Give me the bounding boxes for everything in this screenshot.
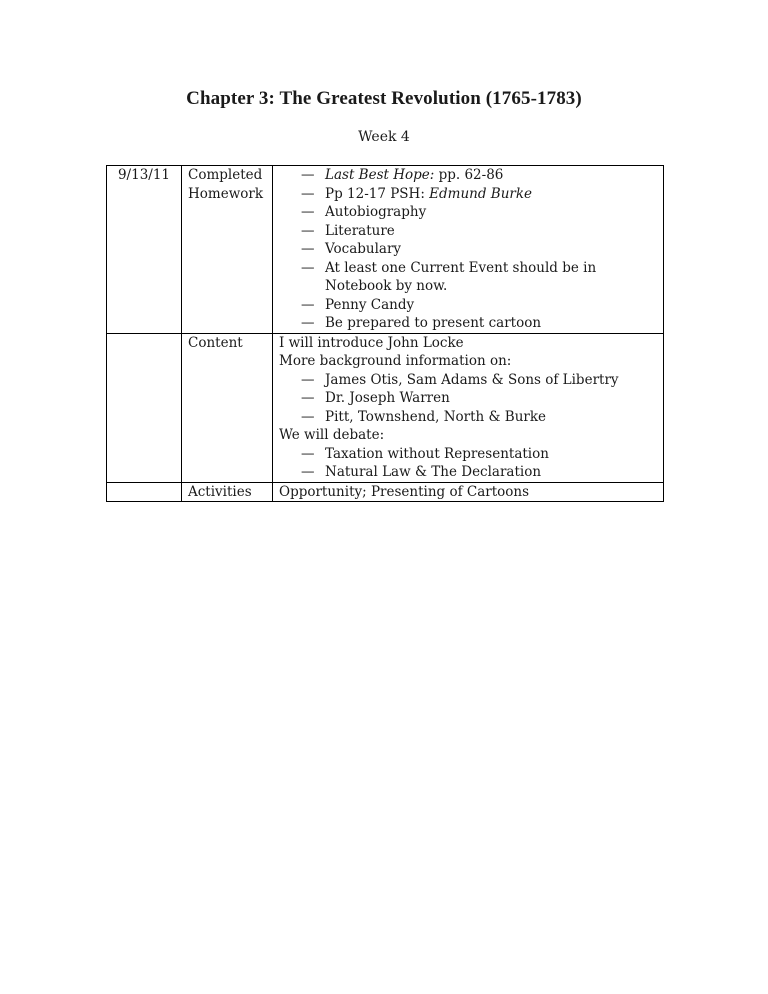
date-cell: 9/13/11 [107,166,182,334]
dash-bullet: — [301,445,315,462]
list-item-text: Autobiography [325,204,427,220]
page-title: Chapter 3: The Greatest Revolution (1765-1783) [186,88,582,109]
dash-bullet: — [301,296,315,313]
dash-bullet: — [301,464,315,480]
dash-bullet: — [301,259,315,276]
list-item-text: Be prepared to present cartoon [325,315,542,331]
category-cell-content: Content [182,333,273,482]
schedule-table [106,165,664,502]
list-item-text: James Otis, Sam Adams & Sons of Libertry [325,371,619,388]
content-cell [273,333,664,482]
reading-title: Edmund Burke [429,185,533,202]
list-item [301,240,657,259]
list-item-text: Pitt, Townshend, North & Burke [325,408,547,425]
dash-bullet: — [301,204,315,220]
date-cell [107,333,182,482]
table-row-activities [107,482,664,502]
list-item-text: Dr. Joseph Warren [325,390,450,406]
dash-bullet: — [301,390,315,406]
list-item-text: Natural Law & The Declaration [325,464,542,480]
book-title: Last Best Hope: [325,167,435,183]
week-label: Week 4 [358,129,410,145]
list-item-text: Pp 12-17 PSH: [325,185,430,202]
list-item [301,259,657,296]
homework-list [279,166,657,333]
content-line: I will introduce John Locke [279,334,464,351]
background-list [279,371,657,427]
table-row-content [107,333,664,482]
list-item [301,314,657,333]
category-label-line2: Homework [188,185,264,202]
dash-bullet: — [301,315,315,331]
list-item [301,203,657,222]
list-item-text: pp. 62-86 [434,167,504,183]
list-item [301,445,657,464]
list-item [301,222,657,241]
debate-list [279,445,657,482]
table-row-homework [107,166,664,334]
dash-bullet: — [301,371,315,388]
category-cell-activities: Activities [182,482,273,502]
list-item [301,371,657,390]
list-item [301,166,657,185]
list-item [301,185,657,204]
dash-bullet: — [301,241,315,257]
dash-bullet: — [301,185,315,202]
list-item [301,389,657,408]
homework-list-cell [273,166,664,334]
activities-cell: Opportunity; Presenting of Cartoons [273,482,664,502]
list-item-text: Vocabulary [325,241,402,257]
date-cell [107,482,182,502]
list-item [301,408,657,427]
category-cell-homework [182,166,273,334]
dash-bullet: — [301,167,315,183]
content-line: More background information on: [279,353,512,369]
dash-bullet: — [301,408,315,425]
list-item-text: Literature [325,222,395,239]
category-label-line1: Completed [188,167,263,183]
dash-bullet: — [301,222,315,239]
list-item [301,463,657,482]
content-line: We will debate: [279,427,385,443]
list-item [301,296,657,315]
list-item-text: Penny Candy [325,296,415,313]
list-item-text: At least one Current Event should be in Notebook by now. [325,259,597,294]
list-item-text: Taxation without Representation [325,445,549,462]
